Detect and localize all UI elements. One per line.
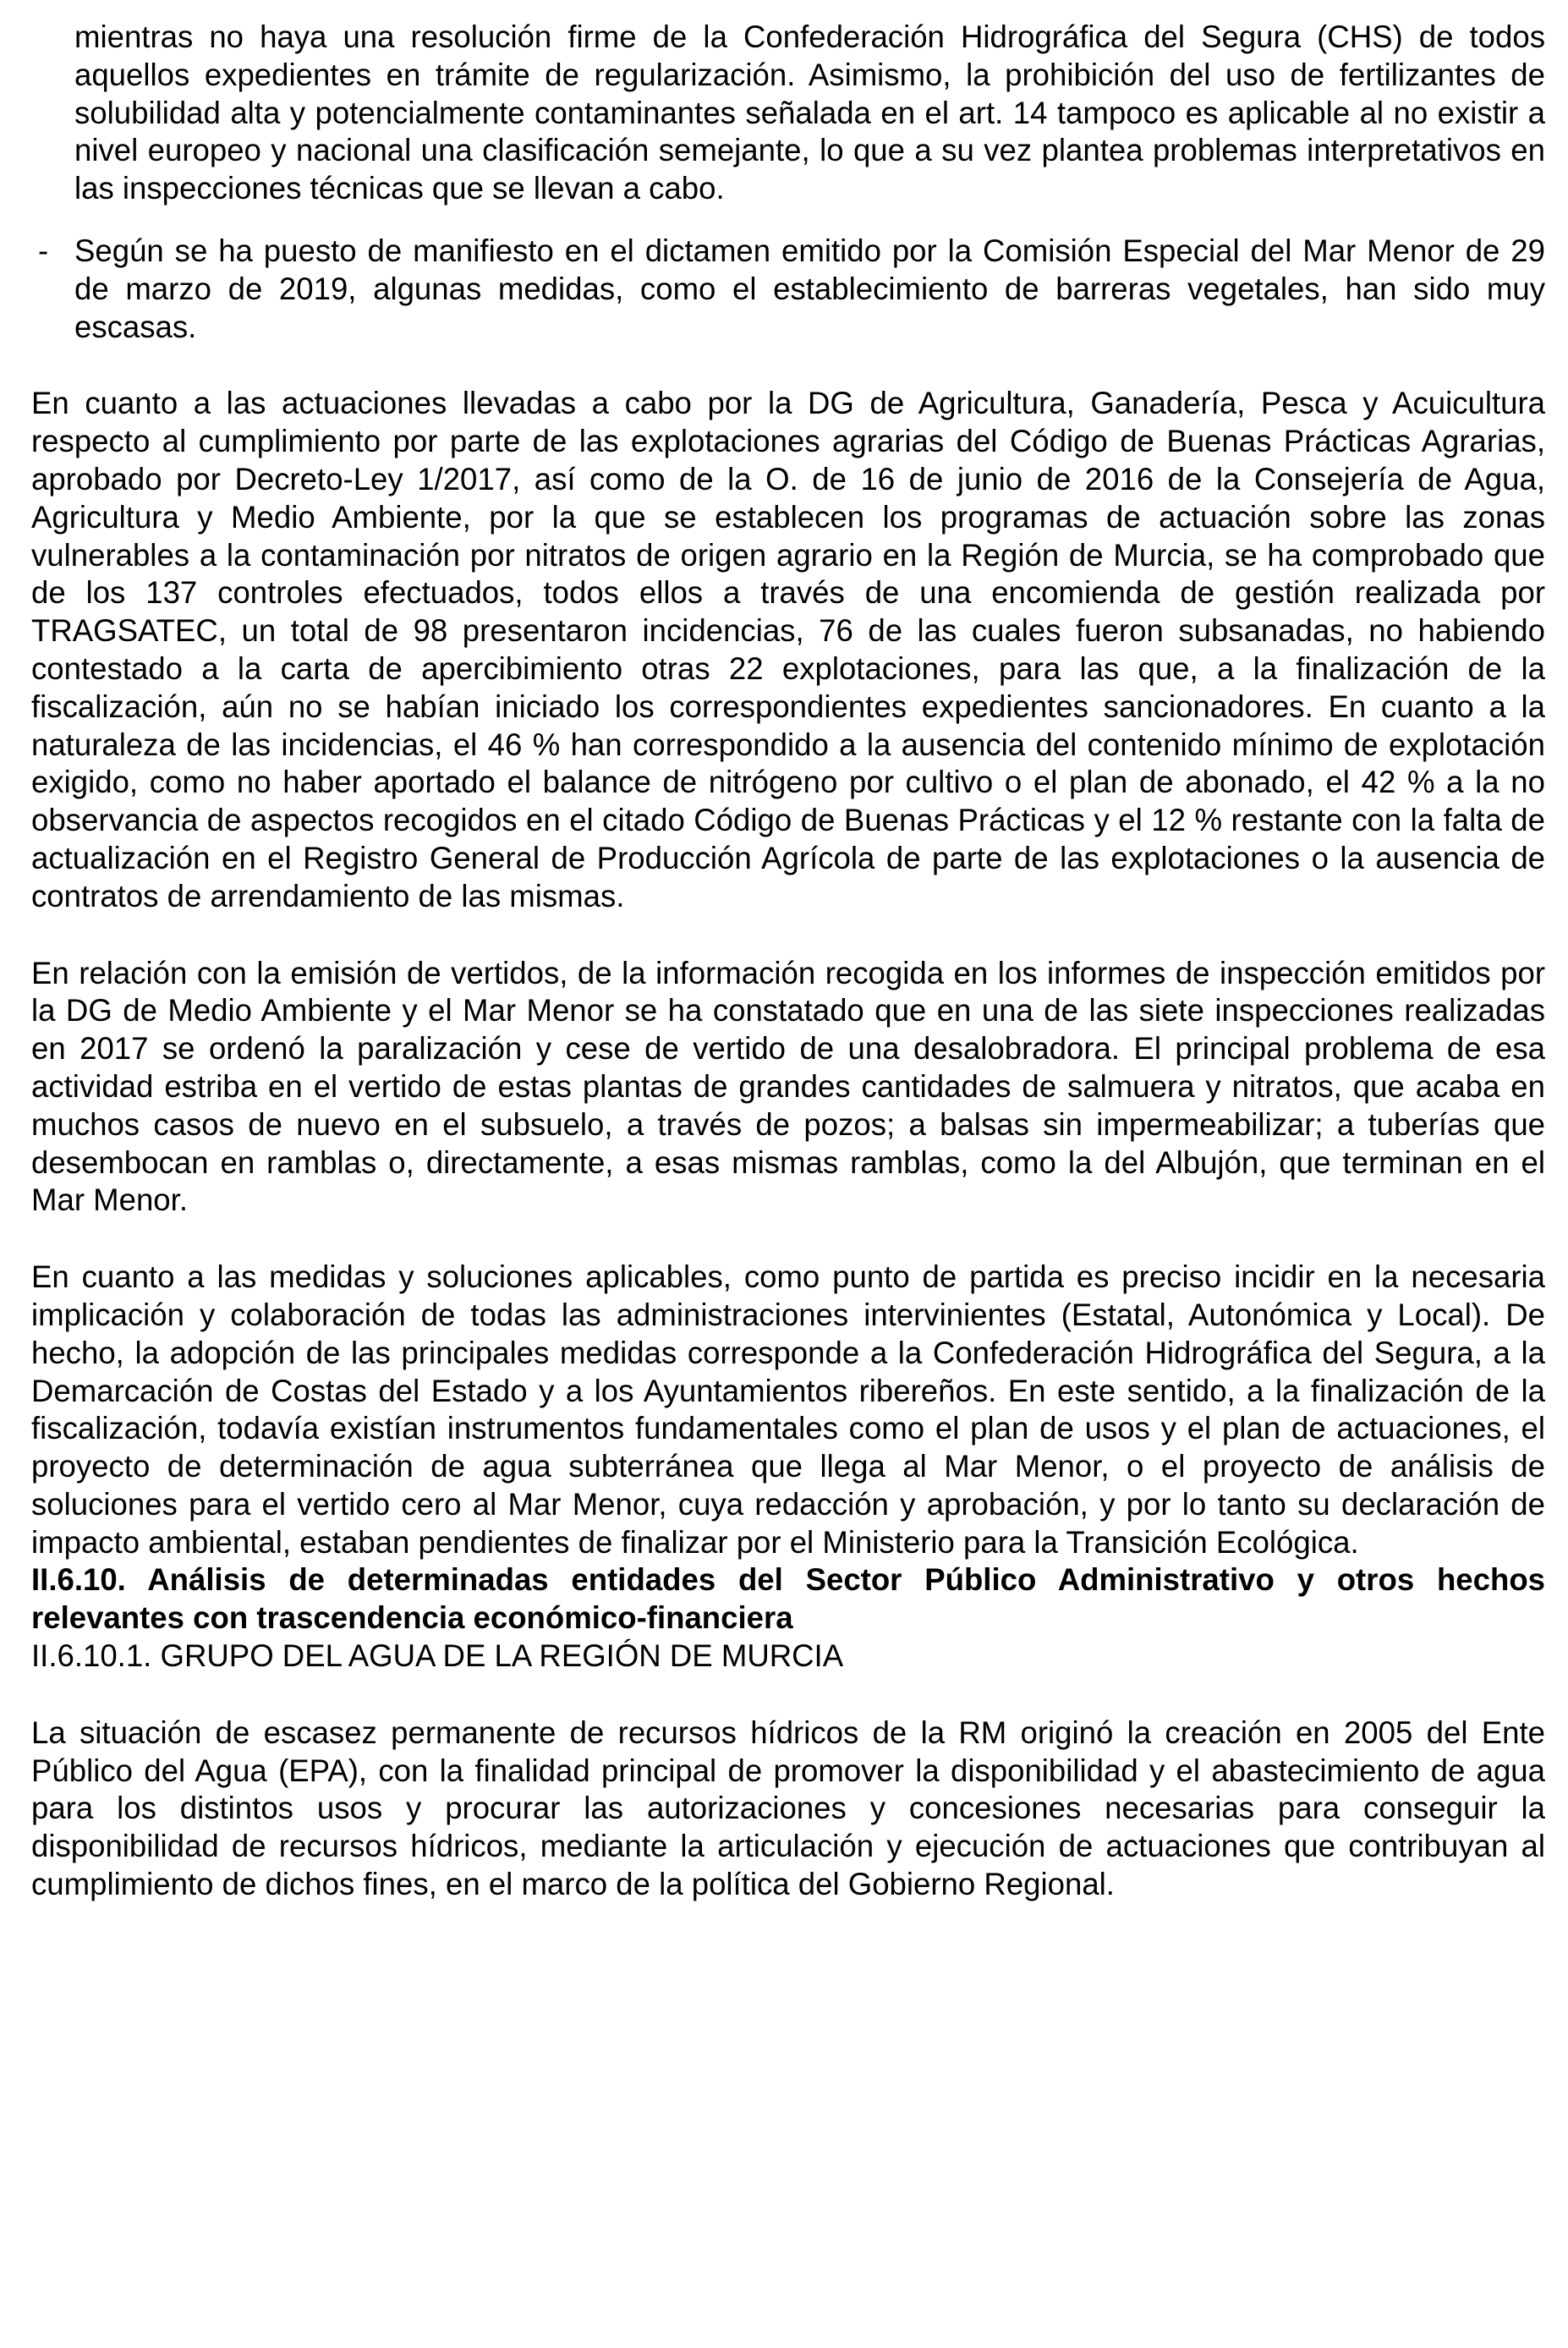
- subsection-heading: II.6.10.1. GRUPO DEL AGUA DE LA REGIÓN DE MURCIA: [31, 1638, 844, 1674]
- bullet-item: [31, 233, 1545, 346]
- bullet-paragraph: Según se ha puesto de manifiesto en el dictamen emitido por la Comisión Especial del Mar Menor de 29 de marzo de 2019, algunas medidas, como el establecimiento de barreras vegetales, han sido muy escasas.: [74, 233, 1545, 344]
- section-heading: II.6.10. Análisis de determinadas entidades del Sector Público Administrativo y otros hechos relevantes con trascendencia económico-financiera: [31, 1562, 1545, 1636]
- continuation-paragraph: mientras no haya una resolución firme de la Confederación Hidrográfica del Segura (CHS) de todos aquellos expedientes en trámite de regularización. Asimismo, la prohibición del uso de fertilizantes de solubilidad alta y potencialmente contaminantes señalada en el art. 14 tampoco es aplicable al no existir a nivel europeo y nacional una clasificación semejante, lo que a su vez plantea problemas interpretativos en las inspecciones técnicas que se llevan a cabo.: [74, 19, 1545, 206]
- paragraph-vertidos: En relación con la emisión de vertidos, de la información recogida en los informes de inspección emitidos por la DG de Medio Ambiente y el Mar Menor se ha constatado que en una de las siete inspecciones realizadas en 2017 se ordenó la paralización y cese de vertido de una desalobradora. El principal problema de esa actividad estriba en el vertido de estas plantas de grandes cantidades de salmuera y nitratos, que acaba en muchos casos de nuevo en el subsuelo, a través de pozos; a balsas sin impermeabilizar; a tuberías que desembocan en ramblas o, directamente, a esas mismas ramblas, como la del Albujón, que terminan en el Mar Menor.: [31, 955, 1545, 1218]
- paragraph-controles: En cuanto a las actuaciones llevadas a cabo por la DG de Agricultura, Ganadería, Pesca y Acuicultura respecto al cumplimiento por parte de las explotaciones agrarias del Código de Buenas Prácticas Agrarias, aprobado por Decreto-Ley 1/2017, así como de la O. de 16 de junio de 2016 de la Consejería de Agua, Agricultura y Medio Ambiente, por la que se establecen los programas de actuación sobre las zonas vulnerables a la contaminación por nitratos de origen agrario en la Región de Murcia, se ha comprobado que de los 137 controles efectuados, todos ellos a través de una encomienda de gestión realizada por TRAGSATEC, un total de 98 presentaron incidencias, 76 de las cuales fueron subsanadas, no habiendo contestado a la carta de apercibimiento otras 22 explotaciones, para las que, a la finalización de la fiscalización, aún no se habían iniciado los correspondientes expedientes sancionadores. En cuanto a la naturaleza de las incidencias, el 46 % han correspondido a la ausencia del contenido mínimo de explotación exigido, como no haber aportado el balance de nitrógeno por cultivo o el plan de abonado, el 42 % a la no observancia de aspectos recogidos en el citado Código de Buenas Prácticas y el 12 % restante con la falta de actualización en el Registro General de Producción Agrícola de parte de las explotaciones o la ausencia de contratos de arrendamiento de las mismas.: [31, 386, 1545, 913]
- paragraph-medidas: En cuanto a las medidas y soluciones aplicables, como punto de partida es preciso incidir en la necesaria implicación y colaboración de todas las administraciones intervinientes (Estatal, Autonómica y Local). De hecho, la adopción de las principales medidas corresponde a la Confederación Hidrográfica del Segura, a la Demarcación de Costas del Estado y a los Ayuntamientos ribereños. En este sentido, a la finalización de la fiscalización, todavía existían instrumentos fundamentales como el plan de usos y el plan de actuaciones, el proyecto de determinación de agua subterránea que llega al Mar Menor, o el proyecto de análisis de soluciones para el vertido cero al Mar Menor, cuya redacción y aprobación, y por lo tanto su declaración de impacto ambiental, estaban pendientes de finalizar por el Ministerio para la Transición Ecológica.: [31, 1259, 1545, 1560]
- document-page: [31, 19, 1545, 1904]
- paragraph-epa: La situación de escasez permanente de recursos hídricos de la RM originó la creación en 2005 del Ente Público del Agua (EPA), con la finalidad principal de promover la disponibilidad y el abastecimiento de agua para los distintos usos y procurar las autorizaciones y concesiones necesarias para conseguir la disponibilidad de recursos hídricos, mediante la articulación y ejecución de actuaciones que contribuyan al cumplimiento de dichos fines, en el marco de la política del Gobierno Regional.: [31, 1714, 1545, 1902]
- bullet-marker: -: [38, 233, 49, 268]
